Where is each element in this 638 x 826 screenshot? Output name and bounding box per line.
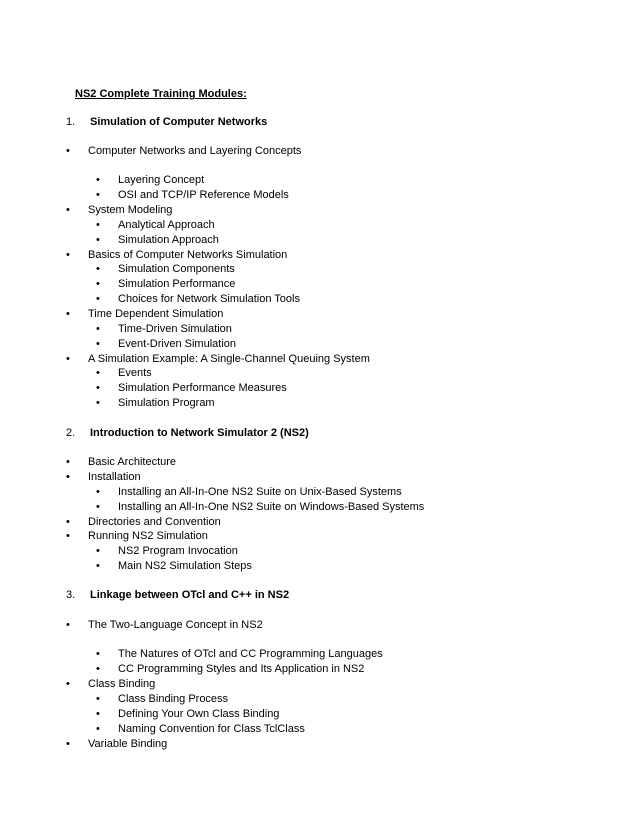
section-number: 1.	[66, 116, 76, 128]
bullet-icon: •	[66, 204, 70, 216]
list-item: • Simulation Components	[96, 263, 235, 275]
list-item: • The Two-Language Concept in NS2	[66, 619, 263, 631]
section-number: 3.	[66, 589, 76, 601]
section-heading-3	[66, 589, 289, 601]
list-item: • Defining Your Own Class Binding	[96, 708, 280, 720]
bullet-icon: •	[66, 308, 70, 320]
list-item: • Basics of Computer Networks Simulation	[66, 249, 288, 261]
bullet-icon: •	[66, 619, 70, 631]
section-title: Simulation of Computer Networks	[90, 116, 268, 128]
document-title: NS2 Complete Training Modules:	[75, 88, 247, 100]
list-item: • Class Binding Process	[96, 693, 229, 705]
list-item: • Simulation Performance Measures	[96, 382, 287, 394]
list-item: • Time Dependent Simulation	[66, 308, 224, 320]
bullet-icon: •	[96, 545, 100, 557]
list-item: • Simulation Approach	[96, 234, 219, 246]
bullet-icon: •	[96, 663, 100, 675]
list-item: • Layering Concept	[96, 174, 205, 186]
bullet-icon: •	[96, 648, 100, 660]
bullet-icon: •	[96, 189, 100, 201]
list-item: • Analytical Approach	[96, 219, 215, 231]
section-heading-1	[66, 116, 267, 128]
list-item: • Simulation Performance	[96, 278, 236, 290]
bullet-icon: •	[96, 293, 100, 305]
bullet-icon: •	[66, 456, 70, 468]
section-number: 2.	[66, 427, 76, 439]
bullet-icon: •	[96, 219, 100, 231]
bullet-icon: •	[96, 278, 100, 290]
bullet-icon: •	[66, 471, 70, 483]
list-item: • Basic Architecture	[66, 456, 177, 468]
section-title: Introduction to Network Simulator 2 (NS2)	[90, 427, 309, 439]
bullet-icon: •	[96, 560, 100, 572]
bullet-icon: •	[96, 174, 100, 186]
list-item: • OSI and TCP/IP Reference Models	[96, 189, 289, 201]
bullet-icon: •	[96, 723, 100, 735]
list-item: • Event-Driven Simulation	[96, 338, 236, 350]
bullet-icon: •	[96, 367, 100, 379]
list-item: • NS2 Program Invocation	[96, 545, 238, 557]
bullet-icon: •	[96, 501, 100, 513]
bullet-icon: •	[96, 708, 100, 720]
list-item: • Computer Networks and Layering Concepts	[66, 145, 302, 157]
bullet-icon: •	[96, 263, 100, 275]
bullet-icon: •	[96, 323, 100, 335]
section-heading-2	[66, 427, 309, 439]
list-item: • Time-Driven Simulation	[96, 323, 232, 335]
list-item: • Installing an All-In-One NS2 Suite on Windows-Based Systems	[96, 501, 425, 513]
list-item: • Main NS2 Simulation Steps	[96, 560, 252, 572]
list-item: • Simulation Program	[96, 397, 215, 409]
bullet-icon: •	[96, 382, 100, 394]
list-item: • A Simulation Example: A Single-Channel Queuing System	[66, 353, 370, 365]
bullet-icon: •	[96, 486, 100, 498]
bullet-icon: •	[66, 530, 70, 542]
list-item: • Naming Convention for Class TclClass	[96, 723, 305, 735]
bullet-icon: •	[66, 738, 70, 750]
list-item: • Running NS2 Simulation	[66, 530, 208, 542]
bullet-icon: •	[66, 249, 70, 261]
bullet-icon: •	[96, 693, 100, 705]
bullet-icon: •	[66, 145, 70, 157]
bullet-icon: •	[96, 234, 100, 246]
list-item: • Directories and Convention	[66, 516, 221, 528]
list-item: • Installing an All-In-One NS2 Suite on Unix-Based Systems	[96, 486, 402, 498]
list-item: • System Modeling	[66, 204, 173, 216]
list-item: • CC Programming Styles and Its Application in NS2	[96, 663, 365, 675]
list-item: • Events	[96, 367, 152, 379]
list-item: • Installation	[66, 471, 141, 483]
bullet-icon: •	[66, 353, 70, 365]
list-item: • Choices for Network Simulation Tools	[96, 293, 300, 305]
section-title: Linkage between OTcl and C++ in NS2	[90, 589, 290, 601]
list-item: • Variable Binding	[66, 738, 168, 750]
list-item: • Class Binding	[66, 678, 156, 690]
bullet-icon: •	[66, 678, 70, 690]
list-item: • The Natures of OTcl and CC Programming Languages	[96, 648, 383, 660]
bullet-icon: •	[96, 338, 100, 350]
bullet-icon: •	[96, 397, 100, 409]
bullet-icon: •	[66, 516, 70, 528]
